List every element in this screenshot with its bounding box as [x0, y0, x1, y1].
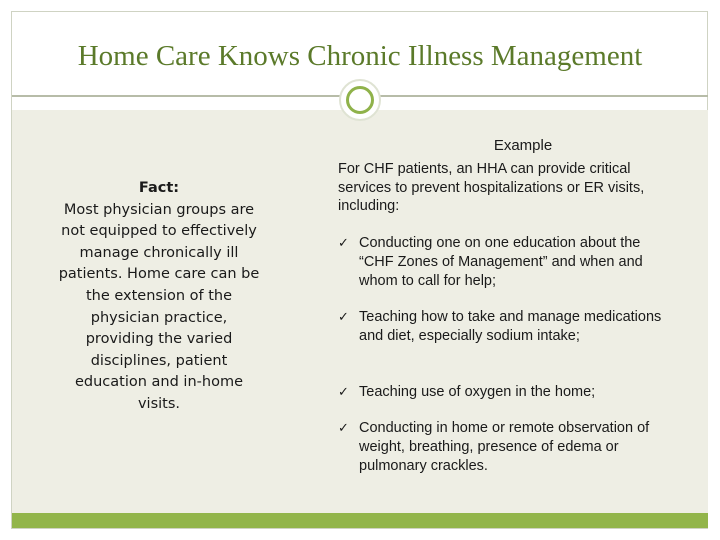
- example-heading: Example: [493, 137, 553, 154]
- bullet-item: [338, 234, 668, 291]
- checkmark-icon: ✓: [338, 421, 349, 436]
- circle-ornament-icon: [339, 79, 381, 121]
- bullet-text: Teaching how to take and manage medications and diet, especially sodium intake;: [359, 309, 662, 344]
- checkmark-icon: ✓: [338, 310, 349, 325]
- checkmark-icon: ✓: [338, 236, 349, 251]
- bullet-text: Teaching use of oxygen in the home;: [359, 384, 596, 400]
- bullet-item: [338, 308, 668, 346]
- slide-title: Home Care Knows Chronic Illness Management: [77, 40, 643, 72]
- bullet-text: Conducting one on one education about the “CHF Zones of Management” and when and whom to call for help;: [359, 235, 643, 289]
- fact-label: Fact:: [138, 180, 180, 196]
- accent-bar: [12, 513, 708, 528]
- example-intro: For CHF patients, an HHA can provide critical services to prevent hospitalizations or ER visits, including:: [338, 161, 645, 214]
- bullet-item: [338, 419, 668, 476]
- fact-text: Most physician groups are not equipped to effectively manage chronically ill patients. Home care can be the extension of the physician practice, providing the varied disciplines, patient education and in-home visits.: [58, 201, 260, 412]
- fact-block: [58, 178, 260, 416]
- checkmark-icon: ✓: [338, 385, 349, 400]
- bullet-item: [338, 383, 668, 402]
- bullet-text: Conducting in home or remote observation of weight, breathing, presence of edema or pulmonary crackles.: [359, 420, 650, 474]
